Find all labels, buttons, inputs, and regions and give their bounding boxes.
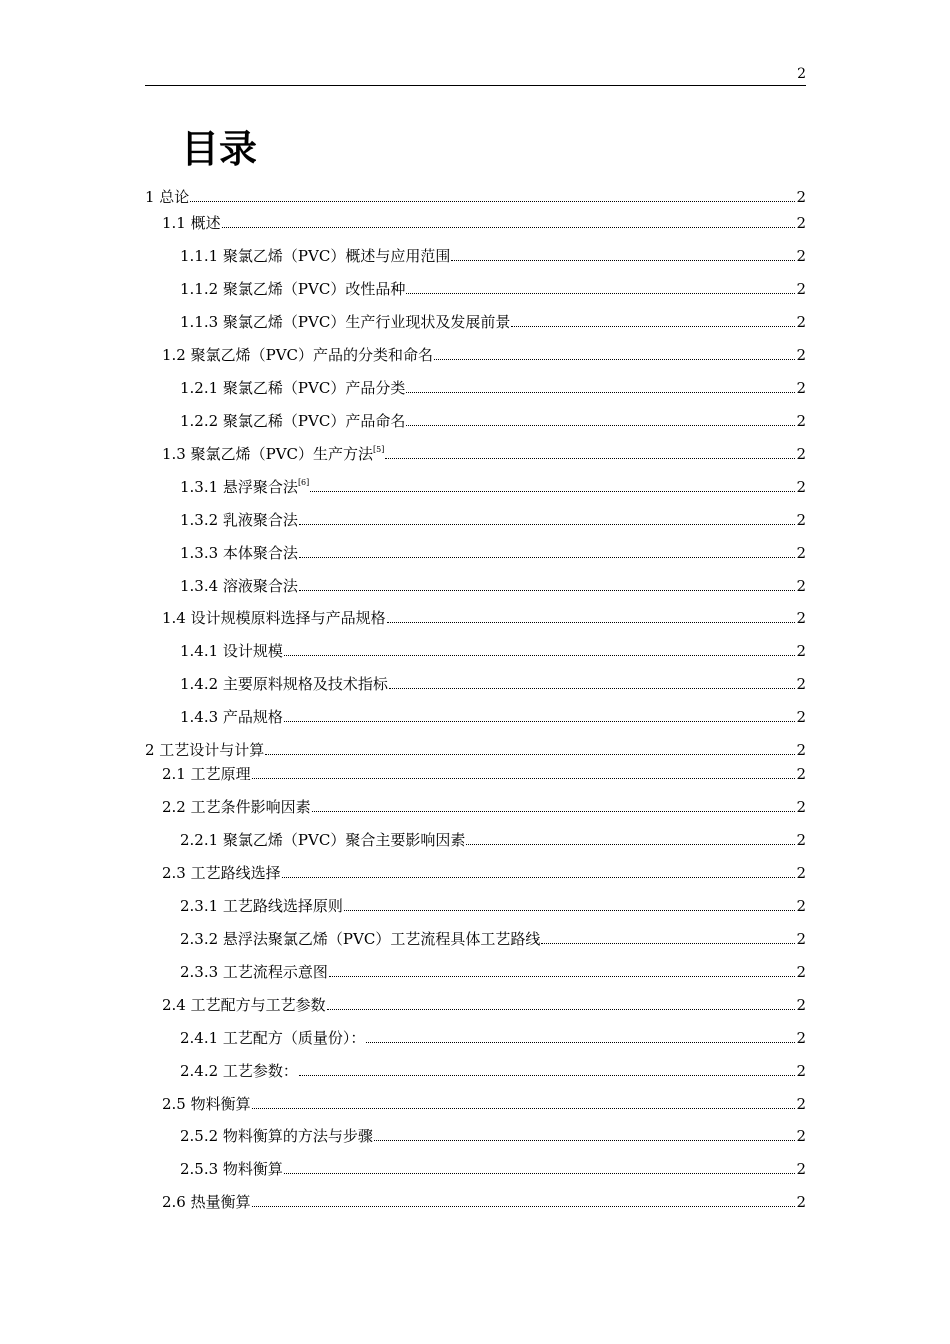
toc-entry[interactable] (180, 674, 806, 694)
toc-entry[interactable] (180, 378, 806, 398)
dot-leader (406, 293, 795, 294)
toc-entry-label (162, 863, 281, 883)
dot-leader (222, 227, 796, 228)
dot-leader (299, 524, 796, 525)
toc-entry-text: 2.5.2 物料衡算的方法与步骤 (180, 1127, 373, 1145)
toc-entry-page: 2 (796, 1160, 806, 1178)
toc-entry-label (180, 576, 298, 596)
toc-entry-page: 2 (796, 247, 806, 265)
toc-entry-label (162, 1192, 251, 1212)
toc-entry-label (180, 830, 465, 850)
toc-entry-page: 2 (796, 214, 806, 232)
toc-entry-page: 2 (796, 765, 806, 783)
toc-entry-page: 2 (796, 1062, 806, 1080)
dot-leader (389, 688, 796, 689)
toc-entry-page: 2 (796, 798, 806, 816)
toc-entry[interactable] (162, 345, 806, 365)
toc-entry-label (180, 246, 450, 266)
dot-leader (541, 943, 795, 944)
dot-leader (299, 1075, 796, 1076)
toc-entry-text: 2 工艺设计与计算 (145, 741, 265, 759)
dot-leader (299, 557, 796, 558)
toc-entry[interactable] (162, 764, 806, 784)
dot-leader (466, 844, 795, 845)
toc-entry-text: 2.2 工艺条件影响因素 (162, 798, 311, 816)
toc-entry-label (180, 378, 405, 398)
toc-entry-label (180, 510, 298, 530)
toc-entry-page: 2 (796, 313, 806, 331)
dot-leader (327, 1009, 796, 1010)
toc-entry-text: 1.3 聚氯乙烯（PVC）生产方法 (162, 445, 374, 463)
toc-entry[interactable] (180, 576, 806, 596)
toc-entry[interactable] (180, 246, 806, 266)
toc-entry-text: 1.1.1 聚氯乙烯（PVC）概述与应用范围 (180, 247, 451, 265)
toc-entry-page: 2 (796, 930, 806, 948)
toc-entry-page: 2 (796, 478, 806, 496)
toc-entry-page: 2 (796, 379, 806, 397)
dot-leader (406, 392, 795, 393)
dot-leader (284, 721, 796, 722)
dot-leader (252, 1108, 796, 1109)
toc-entry-page: 2 (796, 544, 806, 562)
toc-entry[interactable] (180, 962, 806, 982)
toc-entry-label (180, 707, 283, 727)
toc-entry-label (162, 764, 251, 784)
toc-entry[interactable] (180, 1126, 806, 1146)
toc-entry-text: 2.5.3 物料衡算 (180, 1160, 283, 1178)
toc-entry-label (180, 1159, 283, 1179)
toc-entry-text: 2.3.3 工艺流程示意图 (180, 963, 328, 981)
toc-entry[interactable] (180, 312, 806, 332)
toc-entry-text: 2.3.2 悬浮法聚氯乙烯（PVC）工艺流程具体工艺路线 (180, 930, 541, 948)
toc-entry-label (180, 312, 510, 332)
toc-entry-page: 2 (796, 445, 806, 463)
citation-superscript: [5] (373, 445, 385, 454)
dot-leader (190, 201, 795, 202)
toc-entry-label (180, 962, 328, 982)
toc-entry[interactable] (180, 641, 806, 661)
toc-entry-label (162, 995, 326, 1015)
toc-entry-page: 2 (796, 708, 806, 726)
toc-entry-label (180, 1126, 373, 1146)
toc-entry[interactable] (162, 444, 806, 464)
dot-leader (374, 1140, 796, 1141)
toc-entry-text: 1.2.1 聚氯乙稀（PVC）产品分类 (180, 379, 406, 397)
toc-entry-page: 2 (796, 1127, 806, 1145)
toc-entry-page: 2 (796, 1193, 806, 1211)
toc-entry-label (180, 1061, 298, 1081)
toc-entry-page: 2 (796, 511, 806, 529)
dot-leader (434, 359, 795, 360)
toc-entry[interactable] (162, 608, 806, 628)
toc-entry-text: 1.3.3 本体聚合法 (180, 544, 298, 562)
dot-leader (344, 910, 796, 911)
toc-entry-page: 2 (796, 1029, 806, 1047)
dot-leader (385, 458, 795, 459)
toc-entry-page: 2 (796, 346, 806, 364)
toc-entry-page: 2 (796, 609, 806, 627)
toc-entry-text: 2.3 工艺路线选择 (162, 864, 281, 882)
dot-leader (299, 590, 796, 591)
toc-entry[interactable] (180, 1028, 806, 1048)
dot-leader (282, 877, 796, 878)
toc-entry-label (180, 641, 283, 661)
toc-entry[interactable] (145, 740, 806, 760)
toc-entry[interactable] (180, 279, 806, 299)
toc-entry-label (180, 674, 388, 694)
toc-entry-text: 1.2 聚氯乙烯（PVC）产品的分类和命名 (162, 346, 434, 364)
toc-entry-page: 2 (796, 675, 806, 693)
toc-entry-text: 1.2.2 聚氯乙稀（PVC）产品命名 (180, 412, 406, 430)
dot-leader (366, 1042, 795, 1043)
toc-entry[interactable] (162, 213, 806, 233)
toc-entry[interactable] (180, 830, 806, 850)
toc-entry-text: 2.5 物料衡算 (162, 1095, 251, 1113)
toc-entry[interactable] (180, 707, 806, 727)
toc-entry-text: 2.4.1 工艺配方（质量份）： (180, 1029, 366, 1047)
toc-entry[interactable] (162, 995, 806, 1015)
toc-entry[interactable] (162, 1192, 806, 1212)
toc-entry-label (162, 213, 221, 233)
dot-leader (310, 491, 795, 492)
toc-entry[interactable] (180, 896, 806, 916)
toc-entry-page: 2 (796, 642, 806, 660)
toc-entry-text: 2.4 工艺配方与工艺参数 (162, 996, 326, 1014)
toc-entry-label (180, 279, 405, 299)
toc-entry[interactable] (180, 543, 806, 563)
toc-entry-text: 1.1 概述 (162, 214, 221, 232)
toc-entry-page: 2 (796, 188, 806, 206)
dot-leader (252, 778, 796, 779)
toc-entry-text: 2.1 工艺原理 (162, 765, 251, 783)
toc-entry-label (180, 411, 405, 431)
toc-entry-text: 2.2.1 聚氯乙烯（PVC）聚合主要影响因素 (180, 831, 466, 849)
toc-entry-page: 2 (796, 996, 806, 1014)
toc-entry-text: 1.1.3 聚氯乙烯（PVC）生产行业现状及发展前景 (180, 313, 511, 331)
toc-entry-label (162, 608, 386, 628)
toc-entry-page: 2 (796, 741, 806, 759)
toc-entry[interactable] (162, 1094, 806, 1114)
toc-entry-page: 2 (796, 963, 806, 981)
toc-entry-page: 2 (796, 831, 806, 849)
dot-leader (252, 1206, 796, 1207)
toc-entry-label (145, 740, 264, 760)
toc-entry-label (180, 929, 540, 949)
toc-entry[interactable] (180, 1061, 806, 1081)
citation-superscript: [6] (297, 478, 310, 487)
toc-entry-label (180, 477, 309, 497)
dot-leader (387, 622, 796, 623)
dot-leader (511, 326, 795, 327)
toc-entry[interactable] (180, 1159, 806, 1179)
toc-entry[interactable] (162, 797, 806, 817)
table-of-contents (145, 0, 806, 1344)
toc-entry-text: 1.1.2 聚氯乙烯（PVC）改性品种 (180, 280, 406, 298)
toc-entry-text: 2.6 热量衡算 (162, 1193, 251, 1211)
toc-title: 目录 (181, 127, 258, 171)
dot-leader (284, 655, 796, 656)
toc-entry-label (162, 1094, 251, 1114)
toc-entry-label (180, 896, 343, 916)
toc-entry-label (162, 345, 433, 365)
toc-entry-text: 1.4.3 产品规格 (180, 708, 283, 726)
toc-entry-page: 2 (796, 577, 806, 595)
dot-leader (451, 260, 795, 261)
toc-entry-page: 2 (796, 897, 806, 915)
toc-entry-text: 1.4.1 设计规模 (180, 642, 283, 660)
dot-leader (329, 976, 796, 977)
toc-entry-page: 2 (796, 280, 806, 298)
toc-entry[interactable] (162, 863, 806, 883)
toc-entry[interactable] (180, 510, 806, 530)
dot-leader (284, 1173, 796, 1174)
toc-entry-text: 1.3.2 乳液聚合法 (180, 511, 298, 529)
toc-entry-page: 2 (796, 864, 806, 882)
toc-entry[interactable] (180, 929, 806, 949)
toc-entry[interactable] (180, 477, 806, 497)
toc-entry-text: 2.4.2 工艺参数： (180, 1062, 298, 1080)
dot-leader (312, 811, 796, 812)
toc-entry[interactable] (180, 411, 806, 431)
toc-entry-label (145, 187, 189, 207)
toc-entry-text: 1.3.1 悬浮聚合法 (180, 478, 298, 496)
toc-entry-label (180, 1028, 365, 1048)
toc-entry-label (162, 444, 384, 464)
page-number: 2 (797, 66, 806, 82)
toc-entry-text: 1.3.4 溶液聚合法 (180, 577, 298, 595)
toc-entry-text: 2.3.1 工艺路线选择原则 (180, 897, 343, 915)
dot-leader (406, 425, 795, 426)
toc-entry-page: 2 (796, 412, 806, 430)
dot-leader (265, 754, 795, 755)
toc-entry[interactable] (145, 187, 806, 207)
toc-entry-text: 1.4 设计规模原料选择与产品规格 (162, 609, 386, 627)
toc-entry-label (162, 797, 311, 817)
toc-entry-page: 2 (796, 1095, 806, 1113)
toc-entry-label (180, 543, 298, 563)
toc-entry-text: 1.4.2 主要原料规格及技术指标 (180, 675, 388, 693)
toc-entry-text: 1 总论 (145, 188, 190, 206)
